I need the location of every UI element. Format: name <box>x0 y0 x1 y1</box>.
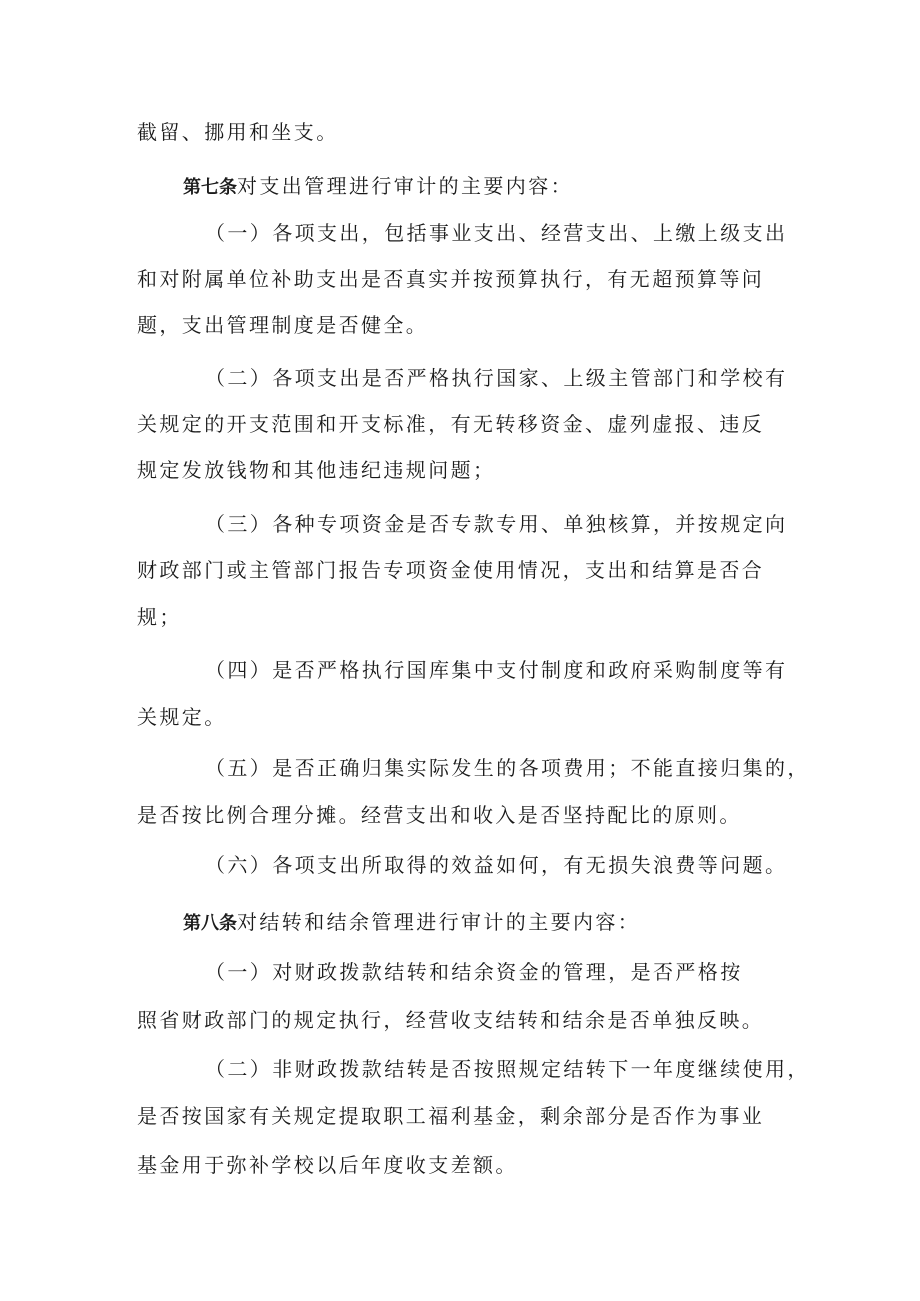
paragraph-line: 关规定。 <box>137 705 227 729</box>
paragraph-line: （六）各项支出所取得的效益如何，有无损失浪费等问题。 <box>205 853 788 877</box>
paragraph-line: 和对附属单位补助支出是否真实并按预算执行，有无超预算等问 <box>137 267 765 291</box>
paragraph-line: 财政部门或主管部门报告专项资金使用情况，支出和结算是否合 <box>137 558 765 582</box>
paragraph-line: 是否按国家有关规定提取职工福利基金，剩余部分是否作为事业 <box>137 1104 765 1128</box>
article-8-title: 对结转和结余管理进行审计的主要内容： <box>237 910 641 934</box>
article-7-title: 对支出管理进行审计的主要内容： <box>237 174 573 198</box>
paragraph-line: （三）各种专项资金是否专款专用、单独核算，并按规定向 <box>205 512 788 536</box>
paragraph-line: （五）是否正确归集实际发生的各项费用；不能直接归集的， <box>205 756 810 780</box>
article-7-number: 第七条 <box>183 177 237 198</box>
paragraph-line: （一）对财政拨款结转和结余资金的管理，是否严格按 <box>205 960 743 984</box>
paragraph-line: 规； <box>137 605 182 629</box>
paragraph-line: 题，支出管理制度是否健全。 <box>137 313 429 337</box>
paragraph-line: 规定发放钱物和其他违纪违规问题； <box>137 458 496 482</box>
article-8-number: 第八条 <box>183 913 237 934</box>
article-8-heading-line <box>183 906 640 938</box>
paragraph-line: 关规定的开支范围和开支标准，有无转移资金、虚列虚报、违反 <box>137 412 765 436</box>
paragraph-line: 基金用于弥补学校以后年度收支差额。 <box>137 1153 518 1177</box>
paragraph-line: 是否按比例合理分摊。经营支出和收入是否坚持配比的原则。 <box>137 803 742 827</box>
article-7-heading-line <box>183 170 573 202</box>
paragraph-line: （二）非财政拨款结转是否按照规定结转下一年度继续使用， <box>205 1057 810 1081</box>
paragraph-line: （四）是否严格执行国库集中支付制度和政府采购制度等有 <box>205 658 788 682</box>
paragraph-line: （一）各项支出，包括事业支出、经营支出、上缴上级支出 <box>205 221 788 245</box>
paragraph-line: （二）各项支出是否严格执行国家、上级主管部门和学校有 <box>205 366 788 390</box>
paragraph-line: 照省财政部门的规定执行，经营收支结转和结余是否单独反映。 <box>137 1008 765 1032</box>
intro-line: 截留、挪用和坐支。 <box>137 120 339 144</box>
